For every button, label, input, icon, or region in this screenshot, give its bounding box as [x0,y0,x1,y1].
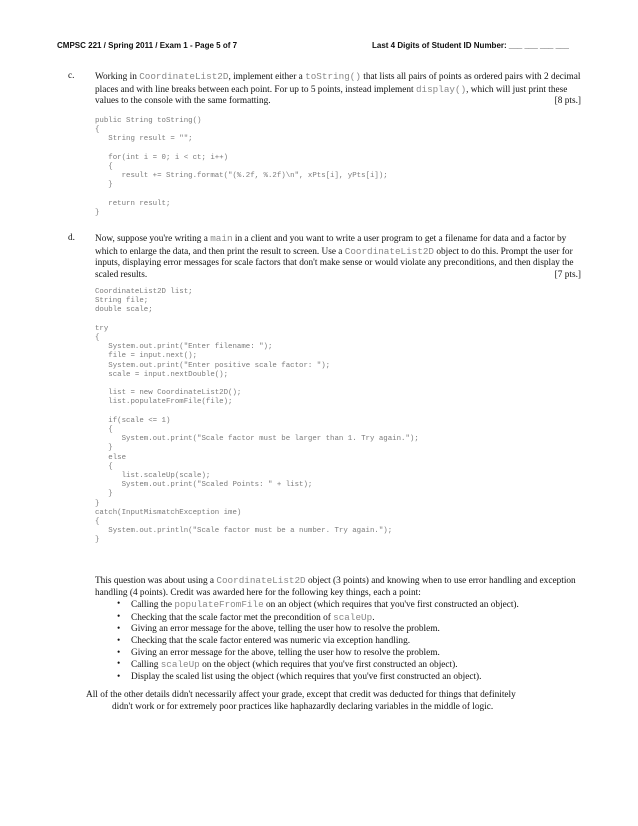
part-c-points: [8 pts.] [554,96,581,107]
summary-intro [95,575,581,599]
criteria-code: scaleUp [160,659,200,671]
part-c-display: display() [415,83,467,95]
grading-summary [95,575,581,683]
closing-line-1: All of the other details didn't necessarily affect your grade, except that credit was deducted for things that definitely [86,690,516,700]
grading-criteria-list [95,599,581,683]
criteria-text: on an object (which requires that you've first constructed an object). [263,600,519,611]
criteria-text: Checking that the scale factor met the precondition of [131,612,334,623]
summary-text-2: object (3 points) and knowing when to use error handling and exception handling (4 points). Credit was awarded here for the following key things, each a point: [95,576,576,598]
closing-line-2: didn't work or for extremely poor practices like haphazardly declaring variables in the middle of logic. [112,701,494,712]
part-c-question [95,71,581,108]
part-d-class-name: CoordinateList2D [344,245,434,257]
part-d-text-2: in a client and you want to write a user program to get a filename for data and a factor by which to enlarge the data, and then print the result to screen. Use a [95,234,567,257]
criteria-text: Calling the [131,600,175,611]
part-c-text-2: , implement either a [228,72,306,82]
page-header-right: Last 4 Digits of Student ID Number: ___ ___ ___ ___ [372,41,569,50]
criteria-item [95,659,581,672]
part-c-label: c. [68,71,75,81]
part-c-class-name: CoordinateList2D [139,71,229,82]
part-c-code: public String toString() { String result = ""; for(int i = 0; i < ct; i++) { result += String.format("(%.2f, %.2f)\n", xPts[i], yPts[i]); } return result; } [95,117,388,218]
part-c-text-4: , which will just print these values to the console with the same formatting. [95,84,568,107]
part-d-code: CoordinateList2D list; String file; double scale; try { System.out.print("Enter filename: "); file = input.next(); System.out.print("Enter positive scale factor: "); scale = input.nextDouble(); list = new CoordinateList2D(); list.populateFromFile(file); if(scale <= 1) { System.out.print("Scale factor must be larger than 1. Try again."); } else { list.scaleUp(scale); System.out.print("Scaled Points: " + list); } } catch(InputMismatchException ime) { System.out.println("Scale factor must be a number. Try again."); } [95,288,419,545]
criteria-text: . [372,612,375,623]
part-c-tostring: toString() [305,71,361,82]
criteria-item [95,612,581,625]
criteria-code: populateFromFile [174,599,264,611]
part-d-main: main [210,233,233,244]
criteria-text: on the object (which requires that you've first constructed an object). [199,660,458,671]
criteria-item: • Giving an error message for the above, telling the user how to resolve the problem. [95,624,581,636]
part-d-points: [7 pts.] [554,269,581,280]
criteria-item: • Display the scaled list using the object (which requires that you've first constructed an object). [95,672,581,684]
part-c-text-1: Working in [95,72,140,82]
summary-class-name: CoordinateList2D [216,575,306,586]
criteria-text: Calling [131,660,161,671]
part-d-label: d. [68,233,75,243]
criteria-code: scaleUp [333,611,373,623]
summary-closing [86,690,582,713]
part-d-question [95,233,581,281]
part-d-text-3: object to do this. Prompt the user for inputs, displaying error messages for scale factors that don't make sense or would violate any preconditions, and then display the scaled results. [95,246,574,280]
part-c-text-3: that lists all pairs of points as ordered pairs with 2 decimal places and with line breaks between each point. For up to 5 points, instead implement [95,72,581,95]
part-d-text-1: Now, suppose you're writing a [95,234,211,244]
page-header-left: CMPSC 221 / Spring 2011 / Exam 1 - Page 5 of 7 [57,41,238,50]
criteria-item: • Giving an error message for the above, telling the user how to resolve the problem. [95,648,581,660]
criteria-item [95,599,581,612]
criteria-item: • Checking that the scale factor entered was numeric via exception handling. [95,636,581,648]
summary-text-1: This question was about using a [95,576,217,586]
